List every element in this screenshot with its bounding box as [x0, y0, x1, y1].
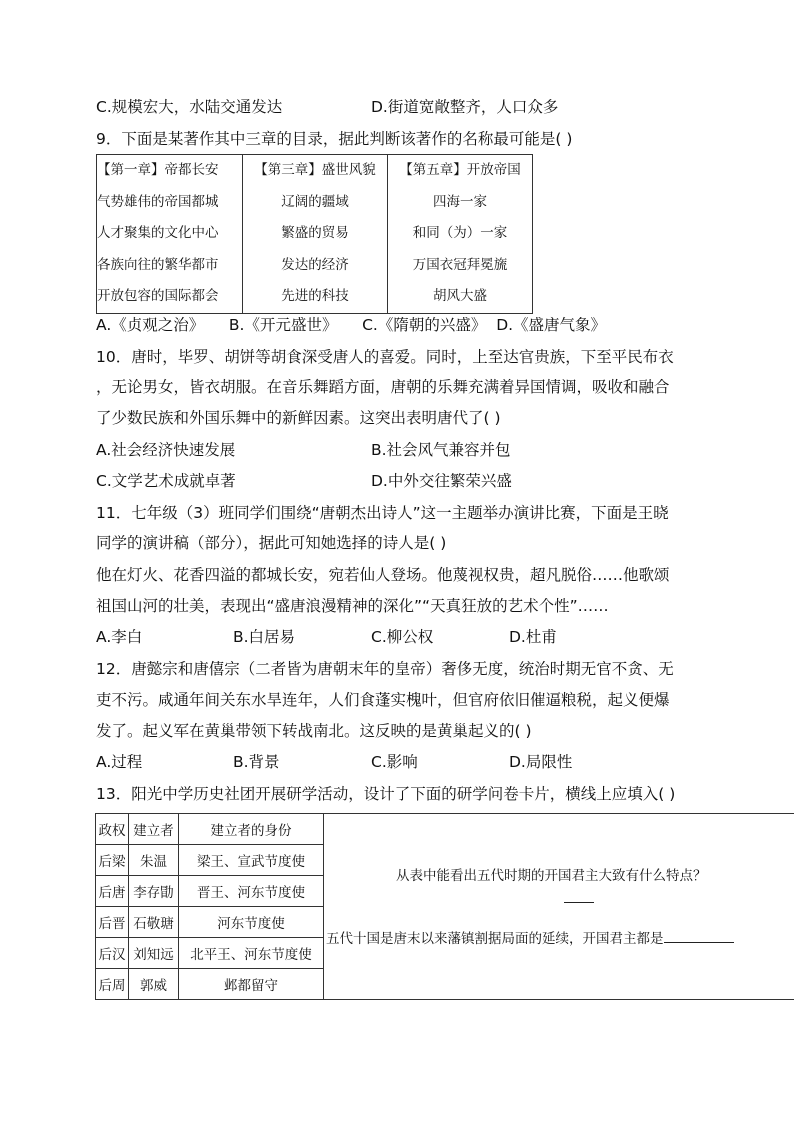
- q11-stem-line1: 11．七年级（3）班同学们围绕“唐朝杰出诗人”这一主题举办演讲比赛，下面是王晓: [96, 504, 669, 522]
- fill-blank: [664, 930, 734, 943]
- toc-line: 开放包容的国际都会: [97, 288, 219, 304]
- toc-chapter-1: [97, 155, 243, 314]
- q10-option-b: B.社会风气兼容并包: [371, 441, 511, 459]
- toc-line: 【第三章】盛世风貌: [254, 162, 376, 178]
- cell-regime: 后汉: [96, 938, 129, 969]
- toc-line: 各族向往的繁华都市: [97, 256, 219, 273]
- cell-founder: 朱温: [129, 845, 179, 876]
- toc-line: 万国衣冠拜冕旒: [412, 256, 508, 273]
- q10-stem-line3: 了少数民族和外国乐舞中的新鲜因素。这突出表明唐代了( ): [96, 409, 501, 427]
- cell-founder: 石敬瑭: [129, 907, 179, 938]
- toc-line: 先进的科技: [281, 288, 349, 304]
- toc-line: 和同（为）一家: [412, 225, 508, 241]
- q13-stem: 13．阳光中学历史社团开展研学活动，设计了下面的研学问卷卡片，横线上应填入( ): [96, 785, 676, 803]
- cell-regime: 后晋: [96, 907, 129, 938]
- cell-founder: 郭威: [129, 969, 179, 1000]
- header-identity: 建立者的身份: [179, 814, 324, 845]
- toc-line: 繁盛的贸易: [281, 225, 349, 241]
- q12-option-b: B.背景: [233, 753, 280, 771]
- toc-line: 气势雄伟的帝国都城: [97, 193, 219, 210]
- q11-option-b: B.白居易: [233, 628, 296, 646]
- cell-identity: 晋王、河东节度使: [179, 876, 324, 907]
- toc-line: 【第一章】帝都长安: [97, 162, 219, 178]
- toc-line: 发达的经济: [281, 256, 349, 273]
- q11-quote-line2: 祖国山河的壮美，表现出“盛唐浪漫精神的深化”“天真狂放的艺术个性”……: [96, 597, 609, 615]
- header-regime: 政权: [96, 814, 129, 845]
- q11-quote-line1: 他在灯火、花香四溢的都城长安，宛若仙人登场。他蔑视权贵，超凡脱俗……他歌颂: [96, 566, 670, 584]
- cell-identity: 邺都留守: [179, 969, 324, 1000]
- q9-options: A.《贞观之治》 B.《开元盛世》 C.《隋朝的兴盛》 D.《盛唐气象》: [96, 316, 607, 334]
- cell-founder: 刘知远: [129, 938, 179, 969]
- q12-option-a: A.过程: [96, 753, 143, 771]
- toc-chapter-3: [243, 155, 388, 314]
- q8-option-d: D.街道宽敞整齐，人口众多: [371, 98, 559, 116]
- cell-regime: 后周: [96, 969, 129, 1000]
- q12-stem-line3: 发了。起义军在黄巢带领下转战南北。这反映的是黄巢起义的( ): [96, 722, 532, 740]
- q13-card-table: [95, 813, 794, 1000]
- cell-founder: 李存勖: [129, 876, 179, 907]
- cell-regime: 后唐: [96, 876, 129, 907]
- q12-stem-line1: 12．唐懿宗和唐僖宗（二者皆为唐朝末年的皇帝）奢侈无度，统治时期无官不贪、无: [96, 660, 674, 678]
- q8-option-c: C.规模宏大，水陆交通发达: [96, 98, 283, 116]
- q9-stem: 9．下面是某著作其中三章的目录，据此判断该著作的名称最可能是( ): [96, 130, 573, 148]
- card-question-area: [324, 814, 794, 1000]
- q11-option-d: D.杜甫: [509, 628, 557, 646]
- card-question: 从表中能看出五代时期的开国君主大致有什么特点？: [396, 868, 707, 884]
- q11-stem-line2: 同学的演讲稿（部分），据此可知她选择的诗人是( ): [96, 534, 447, 552]
- toc-line: 辽阔的疆域: [281, 193, 349, 210]
- toc-line: 【第五章】开放帝国: [399, 162, 521, 178]
- card-statement: [326, 927, 734, 947]
- card-statement-text: 五代十国是唐末以来藩镇割据局面的延续，开国君主都是: [326, 931, 664, 947]
- toc-line: 四海一家: [433, 193, 487, 210]
- q10-stem-line1: 10．唐时，毕罗、胡饼等胡食深受唐人的喜爱。同时，上至达官贵族，下至平民布衣: [96, 348, 674, 366]
- toc-line: 人才聚集的文化中心: [97, 225, 219, 241]
- toc-chapter-5: [388, 155, 533, 314]
- cell-regime: 后梁: [96, 845, 129, 876]
- header-founder: 建立者: [129, 814, 179, 845]
- q12-stem-line2: 吏不污。咸通年间关东水旱连年，人们食蓬实槐叶，但官府依旧催逼粮税，起义便爆: [96, 691, 670, 709]
- q9-toc-table: [96, 154, 533, 314]
- answer-blank: [564, 892, 594, 903]
- q10-option-a: A.社会经济快速发展: [96, 441, 236, 459]
- q12-option-c: C.影响: [371, 753, 418, 771]
- cell-identity: 河东节度使: [179, 907, 324, 938]
- q10-stem-line2: ，无论男女，皆衣胡服。在音乐舞蹈方面，唐朝的乐舞充满着异国情调，吸收和融合: [96, 378, 670, 396]
- toc-line: 胡风大盛: [433, 288, 487, 304]
- q10-option-d: D.中外交往繁荣兴盛: [371, 472, 512, 490]
- q12-option-d: D.局限性: [509, 753, 573, 771]
- q11-option-c: C.柳公权: [371, 628, 434, 646]
- q11-option-a: A.李白: [96, 628, 143, 646]
- q10-option-c: C.文学艺术成就卓著: [96, 472, 236, 490]
- cell-identity: 北平王、河东节度使: [179, 938, 324, 969]
- cell-identity: 梁王、宣武节度使: [179, 845, 324, 876]
